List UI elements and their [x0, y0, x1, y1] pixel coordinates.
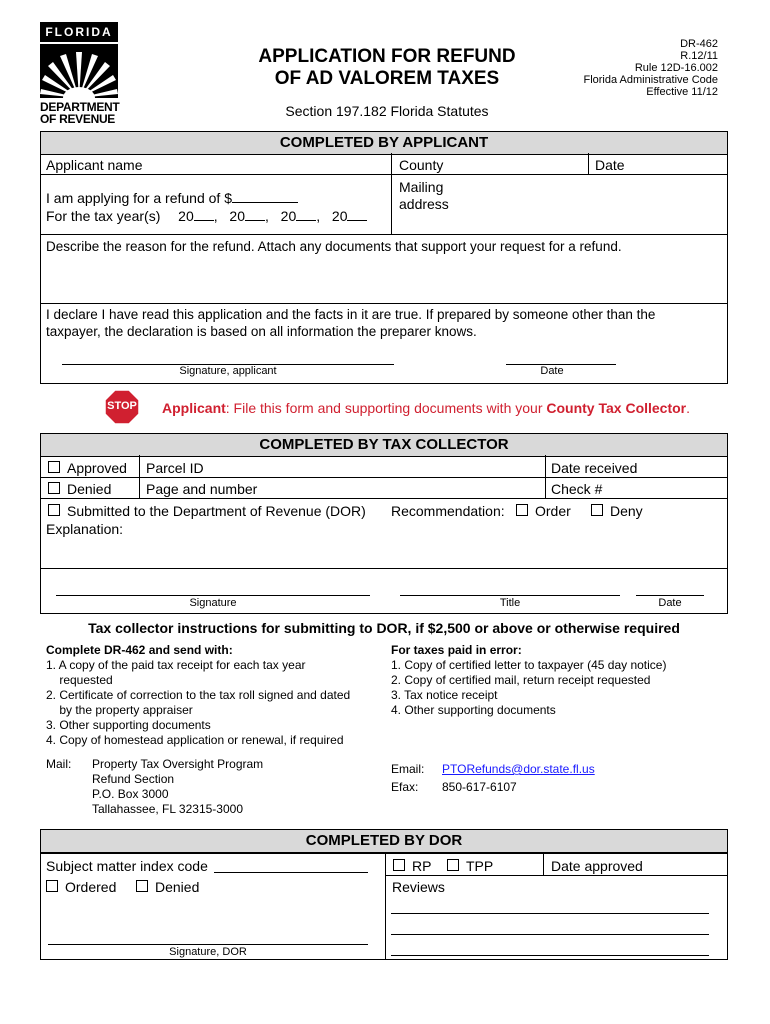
dor-signature-label: Signature, DOR [169, 946, 247, 958]
stop-notice-msg: : File this form and supporting documents with your [225, 400, 547, 416]
tax-year-4-prefix: 20 [331, 208, 348, 224]
logo-state-text: FLORIDA [45, 25, 113, 39]
tax-year-2-prefix: 20 [229, 208, 245, 224]
stop-notice-text [162, 399, 690, 417]
collector-signature-label: Signature [189, 597, 237, 609]
refund-amount-input[interactable] [232, 188, 298, 203]
mailing-address-label-2: address [399, 196, 449, 212]
statute-reference: Section 197.182 Florida Statutes [285, 103, 489, 119]
dor-denied-checkbox[interactable] [136, 880, 148, 892]
tax-years-row: For the tax year(s) 20 , 20 , 20 , 20 [46, 207, 367, 225]
applicant-date-label: Date [540, 365, 564, 377]
stop-notice-end: . [686, 400, 691, 416]
tax-year-2-input[interactable] [245, 207, 265, 221]
county-field[interactable]: County [399, 157, 444, 173]
tax-collector-section-heading: COMPLETED BY TAX COLLECTOR [41, 434, 727, 457]
ordered-checkbox[interactable] [46, 880, 58, 892]
mail-line-3: P.O. Box 3000 [92, 787, 169, 801]
tpp-label: TPP [466, 858, 494, 874]
reviews-line-1[interactable] [391, 913, 709, 914]
applicant-signature-label: Signature, applicant [179, 365, 277, 377]
parcel-id-field[interactable]: Parcel ID [146, 460, 204, 476]
refund-reason-field[interactable]: Describe the reason for the refund. Attach any documents that support your request for a refund. [46, 239, 622, 254]
submitted-to-dor-checkbox[interactable] [48, 504, 60, 516]
stop-notice-who: Applicant [162, 400, 226, 416]
effective-date: Effective 11/12 [646, 86, 718, 98]
left-item-4: 4. Copy of homestead application or renewal, if required [46, 733, 344, 747]
page-number-field[interactable]: Page and number [146, 481, 258, 497]
logo-of-revenue-text: OF REVENUE [40, 112, 116, 126]
email-link[interactable]: PTORefunds@dor.state.fl.us [442, 762, 595, 776]
dor-signature-line[interactable] [48, 944, 368, 945]
email-label: Email: [391, 762, 425, 776]
reviews-label: Reviews [392, 879, 445, 895]
right-item-3: 3. Tax notice receipt [391, 688, 498, 702]
left-item-2b: by the property appraiser [46, 703, 193, 717]
date-received-field[interactable]: Date received [551, 460, 638, 476]
declaration-text-2: taxpayer, the declaration is based on all information the preparer knows. [46, 324, 477, 339]
reviews-line-2[interactable] [391, 934, 709, 935]
deny-checkbox[interactable] [591, 504, 603, 516]
tax-year-3-input[interactable] [296, 207, 316, 221]
instructions-left-heading: Complete DR-462 and send with: [46, 643, 233, 657]
dor-logo [40, 22, 120, 126]
subject-code-label: Subject matter index code [46, 858, 208, 874]
subject-code-input[interactable] [214, 872, 368, 873]
sunburst-icon [40, 44, 118, 98]
form-id: DR-462 [680, 38, 718, 50]
date-field[interactable]: Date [595, 157, 625, 173]
rp-label: RP [412, 858, 432, 874]
instructions-right-heading: For taxes paid in error: [391, 643, 522, 657]
right-item-2: 2. Copy of certified mail, return receipt requested [391, 673, 651, 687]
denied-checkbox[interactable] [48, 482, 60, 494]
left-item-3: 3. Other supporting documents [46, 718, 211, 732]
refund-amount-text: I am applying for a refund of $ [46, 190, 232, 206]
form-title-line2: OF AD VALOREM TAXES [274, 68, 500, 89]
instructions-heading: Tax collector instructions for submitting to DOR, if $2,500 or above or otherwise required [88, 620, 680, 636]
declaration-text-1: I declare I have read this application and the facts in it are true. If prepared by someone other than the [46, 307, 656, 322]
collector-date-line[interactable] [636, 595, 704, 596]
stop-sign-text: STOP [107, 400, 137, 412]
logo-state-banner [40, 22, 118, 42]
collector-title-label: Title [499, 597, 521, 609]
stop-notice-target: County Tax Collector [546, 400, 687, 416]
approved-checkbox[interactable] [48, 461, 60, 473]
applicant-name-field[interactable]: Applicant name [46, 157, 143, 173]
collector-date-label: Date [658, 597, 682, 609]
form-revision: R.12/11 [680, 50, 718, 62]
left-item-1: 1. A copy of the paid tax receipt for each tax year [46, 658, 306, 672]
dor-section [40, 829, 728, 960]
recommendation-label: Recommendation: [391, 503, 505, 519]
ordered-label: Ordered [65, 879, 117, 895]
rp-checkbox[interactable] [393, 859, 405, 871]
mail-line-1: Property Tax Oversight Program [92, 757, 264, 771]
order-checkbox[interactable] [516, 504, 528, 516]
stop-sign-icon [104, 389, 140, 425]
tax-years-label: For the tax year(s) [46, 208, 161, 224]
left-item-1b: requested [46, 673, 113, 687]
order-label: Order [535, 503, 571, 519]
reviews-line-3[interactable] [391, 955, 709, 956]
logo-dept-text: DEPARTMENT [40, 100, 120, 114]
mail-line-2: Refund Section [92, 772, 175, 786]
dor-section-heading: COMPLETED BY DOR [41, 830, 727, 853]
approved-label: Approved [67, 460, 127, 476]
explanation-field[interactable]: Explanation: [46, 521, 124, 537]
right-item-1: 1. Copy of certified letter to taxpayer (45 day notice) [391, 658, 667, 672]
deny-label: Deny [610, 503, 643, 519]
dor-denied-label: Denied [155, 879, 200, 895]
check-number-field[interactable]: Check # [551, 481, 603, 497]
date-approved-field[interactable]: Date approved [551, 858, 643, 874]
refund-amount-label [46, 188, 298, 207]
left-item-2: 2. Certificate of correction to the tax roll signed and dated [46, 688, 351, 702]
tax-year-3-prefix: 20 [280, 208, 297, 224]
collector-signature-line[interactable] [56, 595, 370, 596]
admin-code: Florida Administrative Code [583, 74, 718, 86]
denied-label: Denied [67, 481, 112, 497]
efax-label: Efax: [391, 780, 419, 794]
right-item-4: 4. Other supporting documents [391, 703, 556, 717]
mail-line-4: Tallahassee, FL 32315-3000 [92, 802, 243, 816]
submitted-to-dor-label: Submitted to the Department of Revenue (DOR) [67, 503, 366, 519]
tax-year-1-prefix: 20 [178, 208, 194, 224]
mailing-address-label-1[interactable]: Mailing [399, 179, 444, 195]
applicant-section-heading: COMPLETED BY APPLICANT [41, 132, 727, 155]
rule-number: Rule 12D-16.002 [634, 62, 718, 74]
efax-value: 850-617-6107 [442, 780, 517, 794]
mail-label: Mail: [46, 757, 72, 771]
form-title-line1: APPLICATION FOR REFUND [258, 46, 516, 67]
collector-title-line[interactable] [400, 595, 620, 596]
tax-year-4-input[interactable] [347, 207, 367, 221]
tpp-checkbox[interactable] [447, 859, 459, 871]
tax-year-1-input[interactable] [194, 207, 214, 221]
